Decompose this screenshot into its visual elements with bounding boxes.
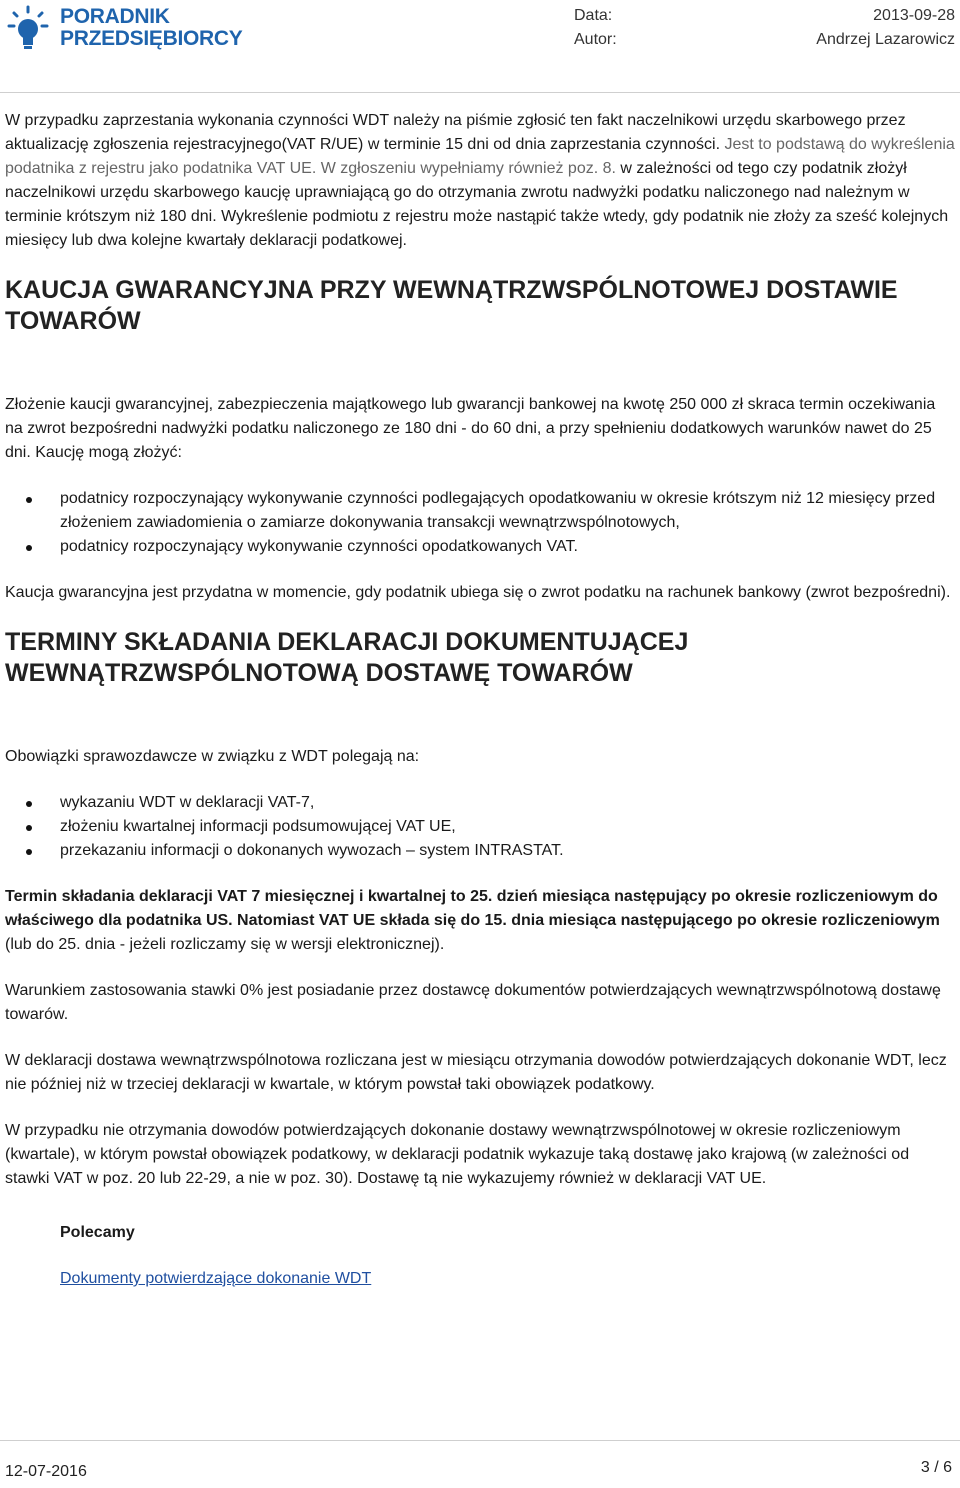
date-row (0, 4, 960, 28)
date-value: 2013-09-28 (873, 7, 955, 24)
heading-terminy: TERMINY SKŁADANIA DEKLARACJI DOKUMENTUJĄCEJ WEWNĄTRZWSPÓLNOTOWĄ DOSTAWĘ TOWARÓW (5, 628, 689, 687)
heading-kaucja: KAUCJA GWARANCYJNA PRZY WEWNĄTRZWSPÓLNOTOWEJ DOSTAWIE TOWARÓW (5, 276, 898, 335)
list-item: podatnicy rozpoczynający wykonywanie czynności podlegających opodatkowaniu w okresie krótszym niż 12 miesięcy przed złożeniem zawiadomienia o zamiarze dokonywania transakcji wewnątrzwspólnotowych, (60, 487, 955, 535)
paragraph-zaprzestanie (5, 109, 955, 253)
author-value: Andrzej Lazarowicz (816, 31, 955, 48)
paragraph-termin-bold: Termin składania deklaracji VAT 7 miesięcznej i kwartalnej to 25. dzień miesiąca następujący po okresie rozliczeniowym do właściwego dla podatnika US. Natomiast VAT UE składa się do 15. dnia miesiąca następującego po okresie rozliczeniowym (5, 888, 940, 929)
paragraph-kaucja-przydatna: Kaucja gwarancyjna jest przydatna w momencie, gdy podatnik ubiega się o zwrot podatku na rachunek bankowy (zwrot bezpośredni). (5, 584, 951, 601)
logo-line-2: PRZEDSIĘBIORCY (60, 27, 243, 50)
page-header (0, 0, 960, 93)
footer-date: 12-07-2016 (5, 1463, 87, 1480)
page-number: 3 / 6 (920, 1459, 952, 1476)
list-item: przekazaniu informacji o dokonanych wywozach – system INTRASTAT. (60, 839, 955, 863)
list-kaucja (5, 487, 955, 559)
recommended-link[interactable]: Dokumenty potwierdzające dokonanie WDT (60, 1270, 372, 1287)
polecamy-heading (5, 1221, 955, 1245)
page-footer (0, 1440, 960, 1488)
paragraph-zaprzestanie-main: W przypadku zaprzestania wykonania czynności WDT należy na piśmie zgłosić ten fakt naczelnikowi urzędu skarbowego przez aktualizację zgłoszenia rejestracyjnego(VAT R/UE) w terminie 15 dni od dnia zaprzestania czynności. (5, 112, 906, 153)
paragraph-termin-rest: (lub do 25. dnia - jeżeli rozliczamy się w wersji elektronicznej). (5, 936, 445, 953)
paragraph-deklaracja: W deklaracji dostawa wewnątrzwspólnotowa rozliczana jest w miesiącu otrzymania dowodów potwierdzających dokonanie WDT, lecz nie później niż w trzeciej deklaracji w kwartale, w którym powstał taki obowiązek podatkowy. (5, 1052, 947, 1093)
paragraph-zaprzestanie-gray: Jest to podstawą do wykreślenia podatnika z rejestru jako podatnika VAT UE. W zgłoszeniu wypełniamy również poz. 8. (5, 136, 955, 177)
recommended-link-row (5, 1267, 955, 1291)
paragraph-zaprzestanie-rest: w zależności od tego czy podatnik złożył naczelnikowi urzędu skarbowego kaucję uprawniającą go do otrzymania zwrotu nadwyżki podatku naliczonego nad należnym w terminie krótszym niż 180 dni. Wykreślenie podmiotu z rejestru może nastąpić także wtedy, gdy podatnik nie złoży za sześć kolejnych miesięcy lub dwa kolejne kwartały deklaracji podatkowej. (5, 160, 949, 249)
author-label: Autor: (574, 31, 617, 48)
polecamy-label: Polecamy (60, 1224, 135, 1241)
list-obowiazki (5, 791, 955, 863)
list-item: podatnicy rozpoczynający wykonywanie czynności opodatkowanych VAT. (60, 535, 955, 559)
paragraph-brak-dowodow: W przypadku nie otrzymania dowodów potwierdzających dokonanie dostawy wewnątrzwspólnotowej w okresie rozliczeniowym (kwartale), w którym powstał obowiązek podatkowy, w deklaracji podatnik wykazuje taką dostawę jako krajową (w zależności od stawki VAT w poz. 20 lub 22-29, a nie w poz. 30). Dostawę tą nie wykazujemy również w deklaracji VAT UE. (5, 1122, 910, 1187)
paragraph-warunek: Warunkiem zastosowania stawki 0% jest posiadanie przez dostawcę dokumentów potwierdzających wewnątrzwspólnotową dostawę towarów. (5, 982, 941, 1023)
paragraph-obowiazki: Obowiązki sprawozdawcze w związku z WDT polegają na: (5, 748, 420, 765)
logo-line-1: PORADNIK (60, 5, 170, 28)
paragraph-kaucja: Złożenie kaucji gwarancyjnej, zabezpieczenia majątkowego lub gwarancji bankowej na kwotę 250 000 zł skraca termin oczekiwania na zwrot bezpośredni nadwyżki podatku naliczonego ze 180 dni - do 60 dni, a przy spełnieniu dodatkowych warunków nawet do 25 dni. Kaucję mogą złożyć: (5, 396, 936, 461)
date-label: Data: (574, 7, 613, 24)
article-content (5, 109, 955, 1313)
paragraph-termin-skladania (5, 885, 955, 957)
author-row (0, 28, 960, 52)
list-item: wykazaniu WDT w deklaracji VAT-7, (60, 791, 955, 815)
list-item: złożeniu kwartalnej informacji podsumowującej VAT UE, (60, 815, 955, 839)
